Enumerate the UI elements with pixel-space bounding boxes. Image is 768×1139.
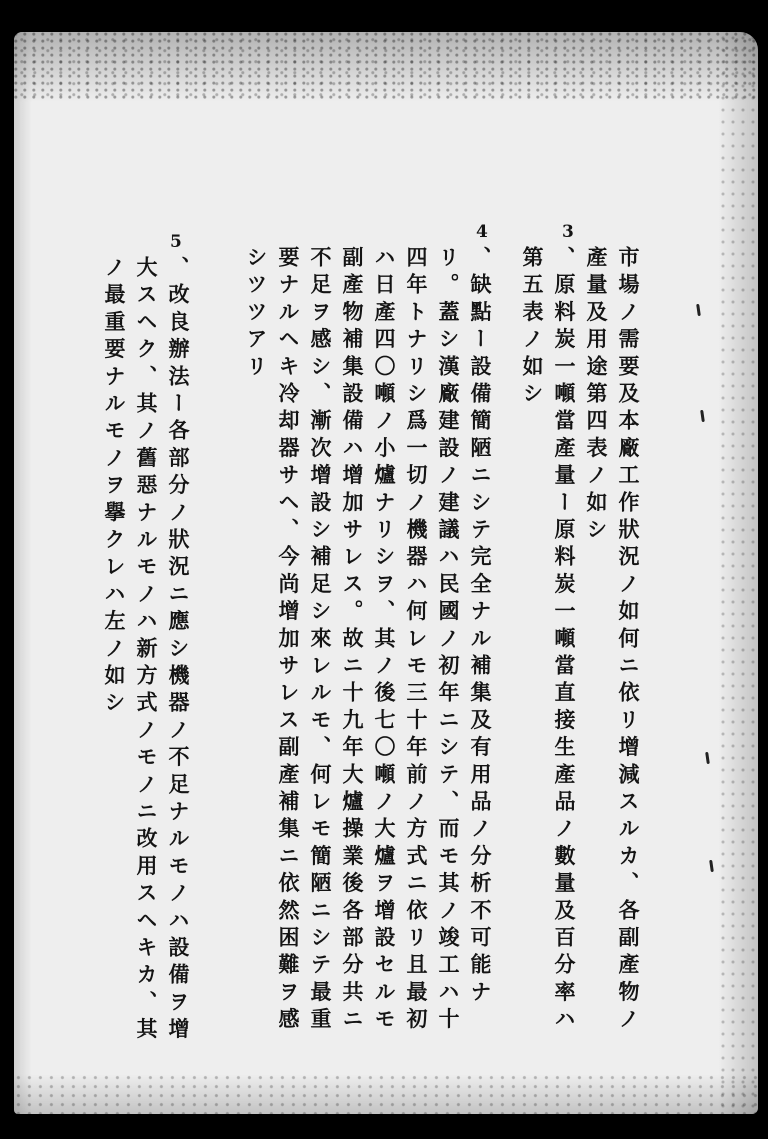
text-column-14: 大スヘク、其ノ舊惡ナルモノハ新方式ノモノニ改用スヘキカ、其	[134, 256, 159, 1045]
text-column-5: 、缺點ー設備簡陋ニシテ完全ナル補集及有用品ノ分析不可能ナ	[468, 246, 493, 1008]
text-column-13: 、改良辦法ー各部分ノ狀況ニ應シ機器ノ不足ナルモノハ設備ヲ增	[166, 256, 191, 1045]
text-column-6: リ。蓋シ漢廠建設ノ建議ハ民國ノ初年ニシテ、而モ其ノ竣工ハ十	[436, 246, 461, 1035]
item-number-5: 5	[170, 232, 182, 252]
text-column-12: シツツアリ	[244, 246, 269, 382]
text-column-8: ハ日產四〇噸ノ小爐ナリシヲ、其ノ後七〇噸ノ大爐ヲ增設セルモ	[372, 246, 397, 1035]
text-column-3: 、原料炭一噸當產量ー原料炭一噸當直接生產品ノ數量及百分率ハ	[552, 246, 577, 1035]
item-number-3: 3	[562, 222, 574, 242]
text-column-10: 不足ヲ感シ、漸次增設シ補足シ來レルモ、何レモ簡陋ニシテ最重	[308, 246, 333, 1035]
vertical-text-block	[14, 32, 758, 1114]
item-number-4: 4	[476, 222, 488, 242]
text-column-2: 產量及用途第四表ノ如シ	[584, 246, 609, 546]
text-column-15: ノ最重要ナルモノヲ擧クレハ左ノ如シ	[102, 256, 127, 719]
text-column-4: 第五表ノ如シ	[520, 246, 545, 410]
text-column-7: 四年トナリシ爲一切ノ機器ハ何レモ三十年前ノ方式ニ依リ且最初	[404, 246, 429, 1035]
document-page	[14, 32, 758, 1114]
text-column-11: 要ナルヘキ冷却器サヘ、今尚增加サレス副產補集ニ依然困難ヲ感	[276, 246, 301, 1035]
text-column-1: 市場ノ需要及本廠工作狀況ノ如何ニ依リ增減スルカ、各副產物ノ	[616, 246, 641, 1035]
text-column-9: 副產物補集設備ハ增加サレス。故ニ十九年大爐操業後各部分共ニ	[340, 246, 365, 1035]
